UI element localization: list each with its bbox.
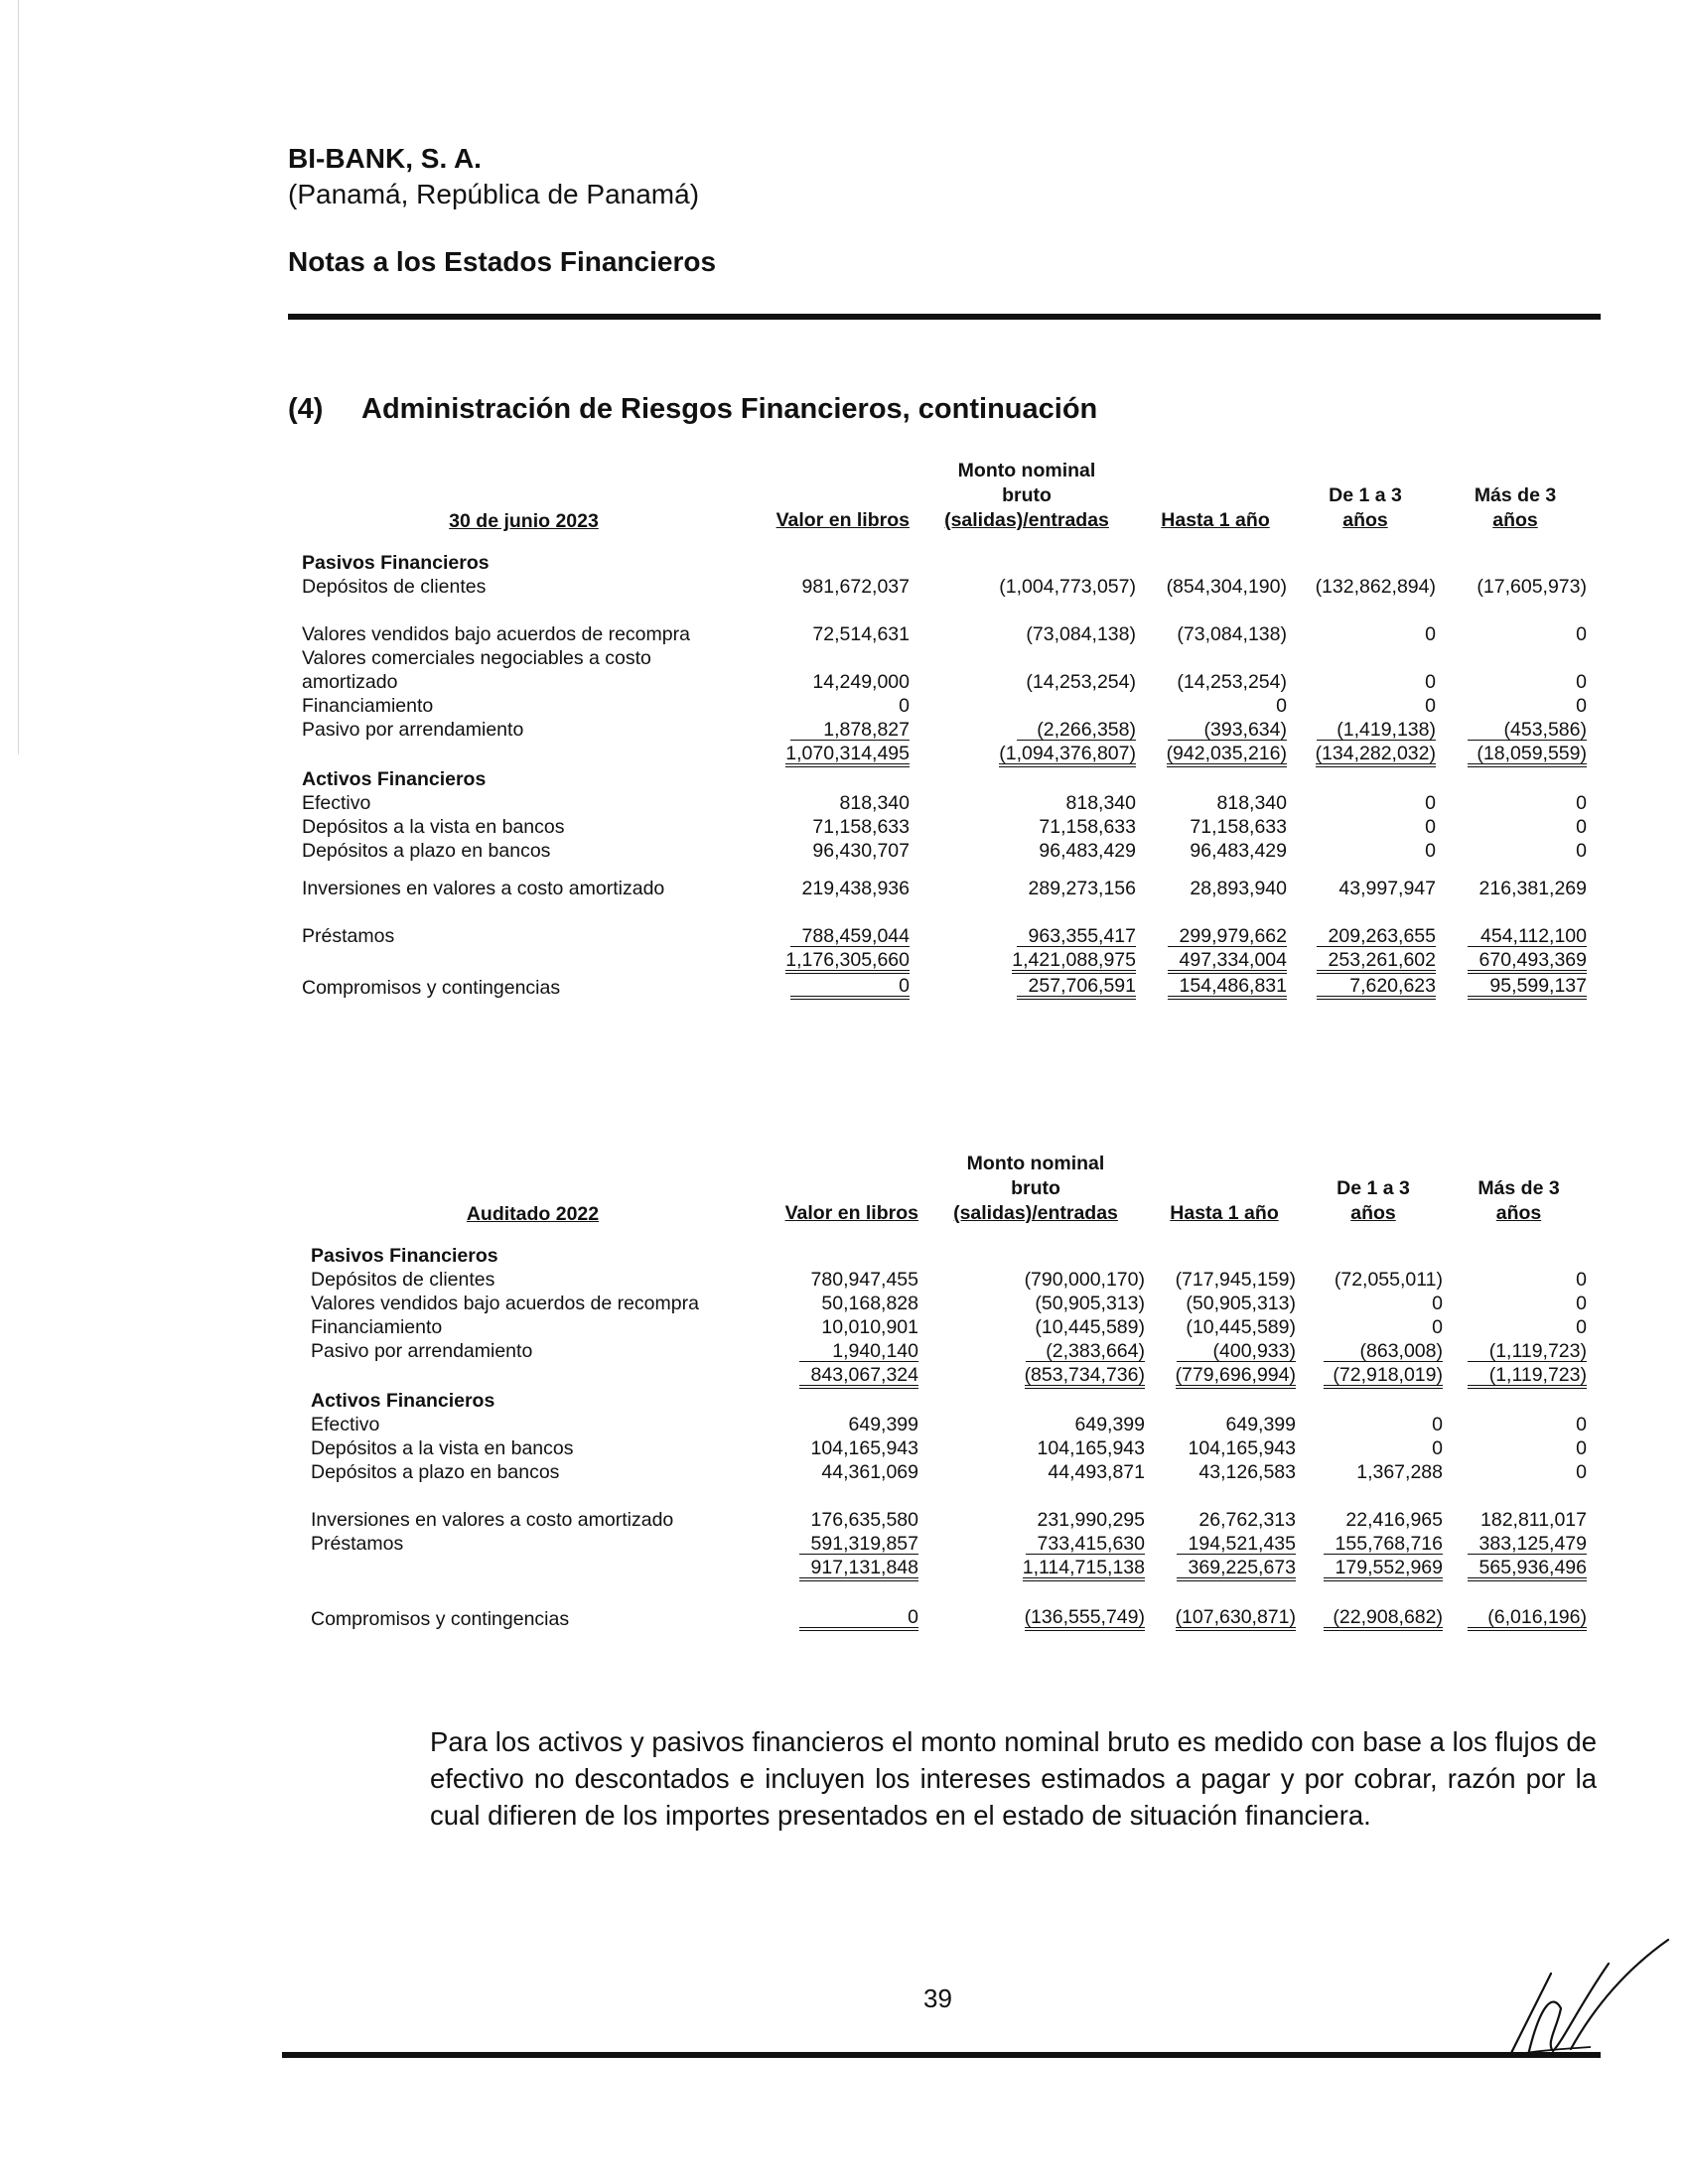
- liquidity-table-2023: [298, 459, 1591, 1000]
- cell-value: 104,165,943: [810, 1437, 918, 1459]
- cell-value: 231,990,295: [1037, 1509, 1145, 1531]
- cell-value: 0: [1576, 695, 1587, 717]
- cell-value: 0: [1432, 1437, 1443, 1459]
- row-label: Depósitos de clientes: [302, 576, 487, 598]
- cell-value: (1,004,773,057): [999, 576, 1136, 598]
- cell-value: 0: [1576, 1414, 1587, 1435]
- notes-title: Notas a los Estados Financieros: [288, 246, 717, 277]
- cell-value: (22,908,682): [1324, 1607, 1443, 1631]
- cell-value: 96,430,707: [812, 840, 910, 862]
- total-value: (853,734,736): [1025, 1365, 1145, 1389]
- table-row: [298, 670, 1591, 694]
- table-row: [307, 1315, 1591, 1339]
- total-value: 917,131,848: [799, 1558, 918, 1581]
- cell-value: 194,521,435: [1177, 1534, 1296, 1555]
- header-divider: [288, 314, 1601, 320]
- row-label: Pasivo por arrendamiento: [302, 719, 524, 741]
- total-value: (18,059,559): [1468, 744, 1587, 767]
- total-value: 1,176,305,660: [785, 950, 910, 974]
- cell-value: 0: [1432, 1316, 1443, 1338]
- signature-initials: [1491, 1934, 1680, 2063]
- row-label-line2: amortizado: [302, 671, 398, 693]
- cell-value: 1,367,288: [1356, 1461, 1443, 1483]
- total-value: 179,552,969: [1324, 1558, 1443, 1581]
- cell-value: 649,399: [848, 1414, 918, 1435]
- total-value: 1,114,715,138: [1023, 1558, 1145, 1581]
- total-value: (134,282,032): [1316, 744, 1436, 767]
- total-value: (1,119,723): [1468, 1365, 1587, 1389]
- row-label-line1: Valores comerciales negociables a costo: [302, 647, 651, 669]
- table-row: [298, 839, 1591, 863]
- row-label: Compromisos y contingencias: [302, 977, 561, 999]
- row-label: Valores vendidos bajo acuerdos de recompra: [302, 623, 690, 645]
- row-label: Financiamiento: [302, 695, 434, 717]
- cell-value: 0: [799, 1607, 918, 1631]
- cell-value: 591,319,857: [799, 1534, 918, 1555]
- cell-value: (854,304,190): [1166, 576, 1287, 598]
- row-label: Préstamos: [311, 1533, 404, 1555]
- cell-value: 788,459,044: [790, 926, 910, 947]
- column-header-period: Auditado 2022: [466, 1203, 600, 1225]
- row-label: Efectivo: [311, 1414, 380, 1435]
- cell-value: (132,862,894): [1315, 576, 1436, 598]
- column-header-up-to-1-year: Hasta 1 año: [1161, 509, 1270, 531]
- cell-value: 299,979,662: [1168, 926, 1287, 947]
- cell-value: 43,126,583: [1198, 1461, 1296, 1483]
- cell-value: (10,445,589): [1186, 1316, 1296, 1338]
- row-label: Compromisos y contingencias: [311, 1608, 570, 1630]
- cell-value: [914, 694, 1140, 718]
- cell-value: 176,635,580: [810, 1509, 918, 1531]
- cell-value: 0: [1425, 816, 1436, 838]
- cell-value: 71,158,633: [1190, 816, 1287, 838]
- total-value: (942,035,216): [1167, 744, 1287, 767]
- cell-value: 219,438,936: [801, 878, 910, 899]
- column-header-book-value: Valor en libros: [784, 1202, 918, 1224]
- page-number: 39: [923, 1983, 952, 2013]
- table-header-row: [307, 1152, 1591, 1230]
- cell-value: 44,493,871: [1048, 1461, 1145, 1483]
- row-label: Pasivo por arrendamiento: [311, 1340, 533, 1362]
- cell-value: 14,249,000: [812, 671, 910, 693]
- cell-value: (1,119,723): [1468, 1341, 1587, 1362]
- cell-value: (393,634): [1168, 720, 1287, 741]
- cell-value: 780,947,455: [810, 1269, 918, 1291]
- table-row: [298, 622, 1591, 646]
- footnote-paragraph: Para los activos y pasivos financieros el monto nominal bruto es medido con base a los flujos de efectivo no descontados e incluyen los intereses estimados a pagar y por cobrar, razón por la cual difieren de los importes presentados en el estado de situación financiera.: [430, 1726, 1597, 1831]
- cell-value: (107,630,871): [1176, 1607, 1296, 1631]
- cell-value: 0: [1576, 816, 1587, 838]
- column-header-nominal-line1: Monto nominal: [966, 1153, 1105, 1174]
- cell-value: 649,399: [1074, 1414, 1145, 1435]
- cell-value: 0: [1576, 623, 1587, 645]
- group-title: Pasivos Financieros: [311, 1245, 498, 1267]
- cell-value: 155,768,716: [1324, 1534, 1443, 1555]
- cell-value: 44,361,069: [821, 1461, 918, 1483]
- row-label: Depósitos a plazo en bancos: [311, 1461, 560, 1483]
- cell-value: 0: [1576, 792, 1587, 814]
- column-header-book-value: Valor en libros: [775, 509, 910, 531]
- cell-value: 0: [1576, 1316, 1587, 1338]
- column-header-over-3-line1: Más de 3: [1474, 484, 1557, 506]
- table-row: [307, 1268, 1591, 1292]
- cell-value: 0: [790, 976, 910, 1000]
- cell-value: 454,112,100: [1468, 926, 1587, 947]
- footer-divider: [282, 2052, 1601, 2058]
- table-row: [307, 1413, 1591, 1436]
- cell-value: 10,010,901: [821, 1316, 918, 1338]
- column-header-over-3-line2: años: [1495, 1202, 1542, 1224]
- cell-value: 0: [1576, 1461, 1587, 1483]
- cell-value: (2,383,664): [1026, 1341, 1145, 1362]
- cell-value: 72,514,631: [812, 623, 910, 645]
- table-row: [298, 877, 1591, 900]
- cell-value: (2,266,358): [1017, 720, 1136, 741]
- total-row: [307, 1363, 1591, 1389]
- cell-value: 1,940,140: [799, 1341, 918, 1362]
- group-title: Activos Financieros: [311, 1390, 495, 1412]
- cell-value: 26,762,313: [1198, 1509, 1296, 1531]
- cell-value: 154,486,831: [1168, 976, 1287, 1000]
- cell-value: (72,055,011): [1334, 1269, 1443, 1291]
- cell-value: 1,878,827: [790, 720, 910, 741]
- cell-value: 0: [1576, 1293, 1587, 1314]
- cell-value: 0: [1432, 1414, 1443, 1435]
- cell-value: 0: [1432, 1293, 1443, 1314]
- cell-value: 71,158,633: [812, 816, 910, 838]
- cell-value: 0: [1276, 695, 1287, 717]
- commitments-row: [307, 1605, 1591, 1631]
- cell-value: 0: [1425, 840, 1436, 862]
- table-row: [307, 1292, 1591, 1315]
- cell-value: (17,605,973): [1477, 576, 1587, 598]
- column-header-over-3-line1: Más de 3: [1477, 1177, 1560, 1199]
- cell-value: (136,555,749): [1025, 1607, 1145, 1631]
- cell-value: 733,415,630: [1026, 1534, 1145, 1555]
- column-header-1-to-3-line1: De 1 a 3: [1336, 1177, 1410, 1199]
- row-label: Préstamos: [302, 925, 395, 947]
- company-name: BI-BANK, S. A.: [288, 143, 482, 174]
- column-header-up-to-1-year: Hasta 1 año: [1170, 1202, 1279, 1224]
- row-label: Inversiones en valores a costo amortizado: [311, 1509, 674, 1531]
- table-header-row: [298, 459, 1591, 537]
- total-value: (72,918,019): [1324, 1365, 1443, 1389]
- total-row: [298, 742, 1591, 767]
- total-value: 565,936,496: [1468, 1558, 1587, 1581]
- table-row: [307, 1460, 1591, 1484]
- table-row: [307, 1436, 1591, 1460]
- table-row: [307, 1508, 1591, 1532]
- row-label: Depósitos de clientes: [311, 1269, 495, 1291]
- cell-value: (14,253,254): [1026, 671, 1136, 693]
- table-row: [298, 815, 1591, 839]
- cell-value: 182,811,017: [1480, 1509, 1587, 1531]
- total-value: (779,696,994): [1176, 1365, 1296, 1389]
- table-row: [298, 575, 1591, 599]
- cell-value: 0: [1576, 840, 1587, 862]
- row-label: Valores vendidos bajo acuerdos de recompra: [311, 1293, 699, 1314]
- row-label: Efectivo: [302, 792, 371, 814]
- cell-value: 0: [1425, 623, 1436, 645]
- row-label: Depósitos a plazo en bancos: [302, 840, 551, 862]
- cell-value: 0: [1576, 671, 1587, 693]
- cell-value: (400,933): [1177, 1341, 1296, 1362]
- table-row: [298, 791, 1591, 815]
- column-header-1-to-3-line2: años: [1350, 1202, 1396, 1224]
- column-header-nominal-line2: bruto: [1011, 1177, 1060, 1199]
- cell-value: 50,168,828: [821, 1293, 918, 1314]
- cell-value: (50,905,313): [1186, 1293, 1296, 1314]
- column-header-1-to-3-line2: años: [1342, 509, 1388, 531]
- cell-value: 981,672,037: [801, 576, 910, 598]
- cell-value: 22,416,965: [1345, 1509, 1443, 1531]
- table-row: [298, 694, 1591, 718]
- total-row: [298, 948, 1591, 974]
- group-title-row: [307, 1244, 1591, 1268]
- commitments-row: [298, 974, 1591, 1000]
- cell-value: (790,000,170): [1024, 1269, 1145, 1291]
- cell-value: 963,355,417: [1017, 926, 1136, 947]
- row-label: Inversiones en valores a costo amortizado: [302, 878, 665, 899]
- group-title: Activos Financieros: [302, 768, 487, 790]
- total-value: 369,225,673: [1177, 1558, 1296, 1581]
- cell-value: (14,253,254): [1177, 671, 1287, 693]
- total-value: 1,070,314,495: [785, 744, 910, 767]
- cell-value: 104,165,943: [1037, 1437, 1145, 1459]
- cell-value: 818,340: [839, 792, 910, 814]
- cell-value: 7,620,623: [1317, 976, 1436, 1000]
- total-value: 670,493,369: [1468, 950, 1587, 974]
- section-number: (4): [288, 393, 324, 425]
- row-label: Financiamiento: [311, 1316, 443, 1338]
- cell-value: 28,893,940: [1190, 878, 1287, 899]
- cell-value: (863,008): [1324, 1341, 1443, 1362]
- row-label: Depósitos a la vista en bancos: [302, 816, 565, 838]
- total-value: 253,261,602: [1317, 950, 1436, 974]
- column-header-over-3-line2: años: [1492, 509, 1538, 531]
- cell-value: (73,084,138): [1026, 623, 1136, 645]
- group-title-row: [298, 551, 1591, 575]
- column-header-nominal-line3: (salidas)/entradas: [953, 1202, 1118, 1224]
- cell-value: (50,905,313): [1035, 1293, 1145, 1314]
- cell-value: 0: [899, 695, 910, 717]
- table-row: [307, 1339, 1591, 1363]
- cell-value: 0: [1576, 1437, 1587, 1459]
- group-title-row: [307, 1389, 1591, 1413]
- cell-value: 818,340: [1065, 792, 1136, 814]
- cell-value: 257,706,591: [1017, 976, 1136, 1000]
- column-header-nominal-line2: bruto: [1002, 484, 1052, 506]
- cell-value: (1,419,138): [1317, 720, 1436, 741]
- group-title: Pasivos Financieros: [302, 552, 490, 574]
- cell-value: 289,273,156: [1028, 878, 1136, 899]
- cell-value: 0: [1576, 1269, 1587, 1291]
- cell-value: (73,084,138): [1177, 623, 1287, 645]
- table-row: [298, 924, 1591, 948]
- cell-value: 818,340: [1216, 792, 1287, 814]
- section-title: Administración de Riesgos Financieros, continuación: [361, 393, 1098, 425]
- cell-value: (717,945,159): [1175, 1269, 1296, 1291]
- cell-value: 96,483,429: [1190, 840, 1287, 862]
- group-title-row: [298, 767, 1591, 791]
- cell-value: 0: [1425, 695, 1436, 717]
- cell-value: 383,125,479: [1468, 1534, 1587, 1555]
- cell-value: 104,165,943: [1188, 1437, 1296, 1459]
- total-value: 497,334,004: [1168, 950, 1287, 974]
- cell-value: (6,016,196): [1468, 1607, 1587, 1631]
- cell-value: 71,158,633: [1039, 816, 1136, 838]
- cell-value: 216,381,269: [1478, 878, 1587, 899]
- table-row: [307, 1532, 1591, 1556]
- total-value: (1,094,376,807): [999, 744, 1136, 767]
- section-heading: [288, 393, 1097, 426]
- row-label: Depósitos a la vista en bancos: [311, 1437, 574, 1459]
- table-row: [298, 646, 1591, 670]
- cell-value: (453,586): [1468, 720, 1587, 741]
- cell-value: 96,483,429: [1039, 840, 1136, 862]
- total-value: 843,067,324: [799, 1365, 918, 1389]
- table-row: [298, 718, 1591, 742]
- page-margin-line: [18, 0, 19, 754]
- cell-value: 0: [1425, 671, 1436, 693]
- column-header-period: 30 de junio 2023: [449, 510, 599, 532]
- cell-value: 43,997,947: [1338, 878, 1436, 899]
- total-value: 1,421,088,975: [1012, 950, 1136, 974]
- cell-value: 209,263,655: [1317, 926, 1436, 947]
- liquidity-table-2022: [307, 1152, 1591, 1631]
- column-header-nominal-line3: (salidas)/entradas: [944, 509, 1109, 531]
- total-row: [307, 1556, 1591, 1581]
- cell-value: (10,445,589): [1035, 1316, 1145, 1338]
- company-location: (Panamá, República de Panamá): [288, 179, 700, 209]
- column-header-1-to-3-line1: De 1 a 3: [1329, 484, 1402, 506]
- cell-value: 649,399: [1225, 1414, 1296, 1435]
- cell-value: 0: [1425, 792, 1436, 814]
- column-header-nominal-line1: Monto nominal: [957, 460, 1096, 481]
- cell-value: 95,599,137: [1468, 976, 1587, 1000]
